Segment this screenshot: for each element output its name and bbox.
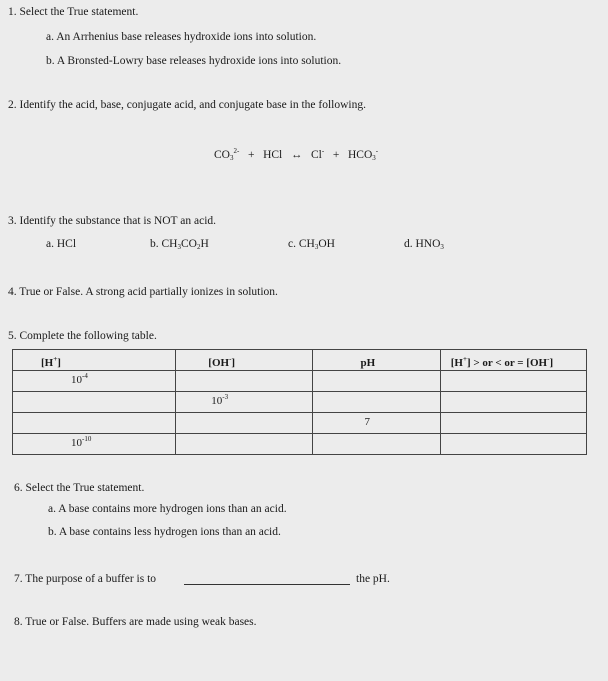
q5-stem: 5. Complete the following table. (8, 330, 157, 342)
q3-option-a[interactable]: a. HCl (46, 238, 77, 250)
q7-end: the pH. (356, 573, 390, 585)
table-row (13, 434, 587, 455)
eq-plus: + (332, 149, 340, 161)
eq-co3: CO (214, 149, 230, 161)
q6-option-a[interactable]: a. A base contains more hydrogen ions than an acid. (48, 503, 287, 515)
q5-table (12, 349, 587, 455)
eq-arrow-icon: ↔ (290, 149, 303, 161)
eq-hcl: HCl (263, 149, 283, 161)
eq-plus: + (247, 149, 255, 161)
q6-option-b[interactable]: b. A base contains less hydrogen ions than an acid. (48, 526, 281, 538)
q2-stem: 2. Identify the acid, base, conjugate acid, and conjugate base in the following. (8, 99, 366, 111)
q7-stem: 7. The purpose of a buffer is to (14, 573, 157, 585)
q4-stem: 4. True or False. A strong acid partially ionizes in solution. (8, 286, 278, 298)
q7-answer-blank[interactable] (184, 584, 350, 585)
q1-option-b[interactable]: b. A Bronsted-Lowry base releases hydroxide ions into solution. (46, 55, 342, 67)
cell-r1-h: $10^{-4}$ (13, 371, 176, 392)
header-ph: pH (312, 350, 440, 371)
q3-stem: 3. Identify the substance that is NOT an acid. (8, 215, 217, 227)
q3-option-c[interactable]: c. $CH_3OH$ (288, 238, 335, 251)
cell-r4-cmp[interactable] (440, 434, 586, 455)
cell-r3-ph: 7 (312, 413, 440, 434)
cell-r1-oh[interactable] (176, 371, 312, 392)
cell-r3-oh[interactable] (176, 413, 312, 434)
table-header-row (13, 350, 587, 371)
table-row (13, 371, 587, 392)
cell-r1-ph[interactable] (312, 371, 440, 392)
cell-r2-oh: $10^{-3}$ (176, 392, 312, 413)
header-oh-conc: [OH-] (176, 350, 312, 371)
header-h-conc: [H+] (13, 350, 176, 371)
cell-r4-oh[interactable] (176, 434, 312, 455)
cell-r2-ph[interactable] (312, 392, 440, 413)
cell-r1-cmp[interactable] (440, 371, 586, 392)
cell-r2-cmp[interactable] (440, 392, 586, 413)
table-row (13, 413, 587, 434)
q3-option-b[interactable]: b. $CH_3CO_2H$ (150, 238, 209, 251)
cell-r4-h: $10^{-10}$ (13, 434, 176, 455)
cell-r4-ph[interactable] (312, 434, 440, 455)
q1-stem: 1. Select the True statement. (8, 6, 139, 18)
cell-r3-cmp[interactable] (440, 413, 586, 434)
q3-option-d[interactable]: d. $HNO_3$ (404, 238, 444, 251)
q6-stem: 6. Select the True statement. (14, 482, 145, 494)
cell-r2-h[interactable] (13, 392, 176, 413)
eq-hco3: HCO (347, 149, 373, 161)
q1-option-a[interactable]: a. An Arrhenius base releases hydroxide ions into solution. (46, 31, 317, 43)
q2-equation: $CO_3^{2-}$ + HCl ↔ Cl- + $HCO_3^-$ (214, 147, 379, 162)
q8-stem: 8. True or False. Buffers are made using weak bases. (14, 616, 257, 628)
eq-cl: Cl (311, 149, 322, 161)
header-comparison: [H+] > or < or = [OH-] (440, 350, 586, 371)
table-row (13, 392, 587, 413)
cell-r3-h[interactable] (13, 413, 176, 434)
